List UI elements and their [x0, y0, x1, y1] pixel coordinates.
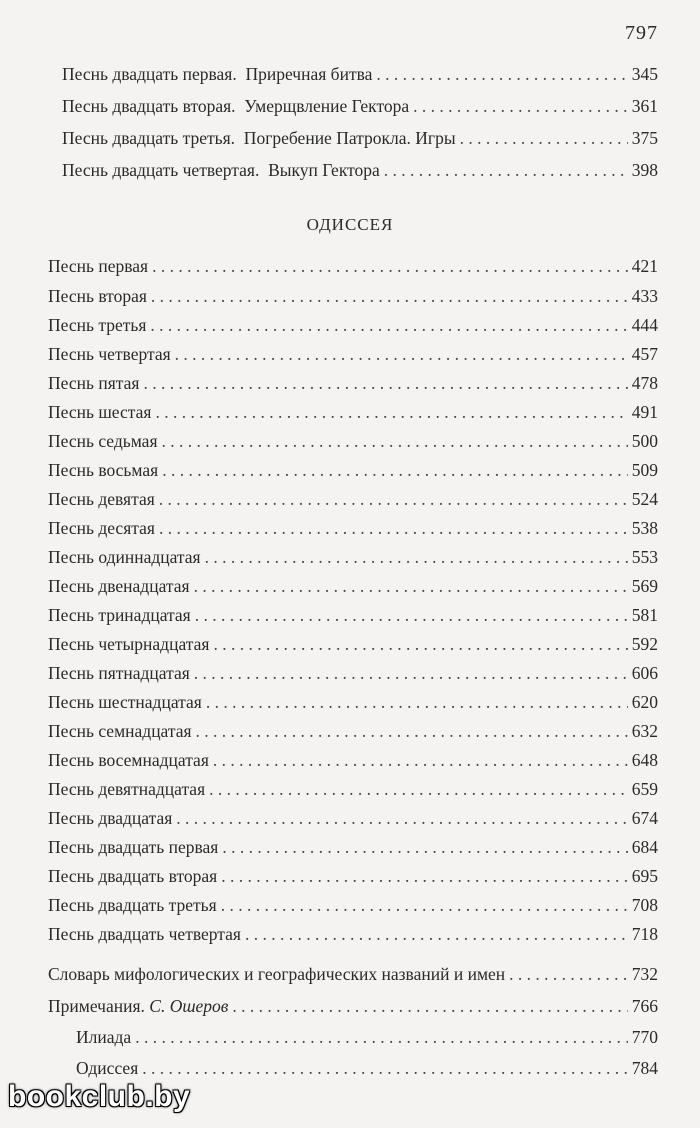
toc-entry-page: 553 [631, 547, 658, 567]
toc-entry-dictionary [48, 964, 658, 988]
toc-entry-title: Песнь двадцать четвертая [48, 924, 241, 944]
toc-entry-odyssey-3 [48, 315, 658, 339]
toc-entry-title: Песнь одиннадцатая [48, 547, 201, 567]
toc-entry-odyssey-13 [48, 605, 658, 629]
toc-entry-title: Песнь восьмая [48, 460, 159, 480]
toc-entry-page: 433 [631, 286, 658, 306]
toc-entry-title: Песнь девятая [48, 489, 155, 509]
dot-leader [135, 1027, 628, 1048]
dot-leader [460, 128, 628, 149]
dot-leader [162, 460, 628, 481]
dot-leader [152, 256, 628, 277]
dot-leader [222, 837, 627, 858]
toc-entry-title: Песнь четырнадцатая [48, 634, 210, 654]
toc-entry-page: 457 [631, 344, 658, 364]
toc-entry-iliad-22 [62, 96, 658, 120]
toc-entry-page: 784 [631, 1058, 658, 1078]
toc-entry-page: 708 [631, 895, 658, 915]
page-number: 797 [625, 22, 658, 44]
toc-entry-page: 684 [631, 837, 658, 857]
dot-leader [162, 431, 628, 452]
toc-entry-title: Песнь двадцать вторая. Умерщвление Гектора [62, 96, 410, 116]
toc-entry-title: Песнь восемнадцатая [48, 750, 209, 770]
toc-entry-page: 509 [631, 460, 658, 480]
toc-entry-title: Песнь седьмая [48, 431, 158, 451]
dot-leader [150, 315, 627, 336]
toc-entry-page: 421 [631, 256, 658, 276]
toc-entry-title: Песнь двадцать вторая [48, 866, 218, 886]
toc-entry-title: Песнь тринадцатая [48, 605, 191, 625]
toc-entry-odyssey-16 [48, 692, 658, 716]
toc-entry-page: 606 [631, 663, 658, 683]
dot-leader [175, 344, 628, 365]
toc-entry-title: Песнь двадцать третья [48, 895, 217, 915]
toc-entry-title: Песнь пятнадцатая [48, 663, 190, 683]
toc-entry-iliad-23 [62, 128, 658, 152]
toc-entry-notes-iliad [76, 1027, 658, 1051]
toc-entry-odyssey-17 [48, 721, 658, 745]
dot-leader [213, 750, 628, 771]
toc-entry-odyssey-7 [48, 431, 658, 455]
toc-entry-title: Песнь первая [48, 256, 149, 276]
notes-title: Примечания. [48, 996, 150, 1016]
toc-entry-notes-odyssey [76, 1058, 658, 1082]
toc-entry-page: 524 [631, 489, 658, 509]
toc-entry-odyssey-1 [48, 256, 658, 280]
dot-leader [151, 286, 628, 307]
toc-entry-page: 478 [631, 373, 658, 393]
toc-entry-odyssey-23 [48, 895, 658, 919]
toc-entry-title: Песнь пятая [48, 373, 140, 393]
toc-entry-odyssey-21 [48, 837, 658, 861]
toc-entry-page: 695 [631, 866, 658, 886]
dot-leader [245, 924, 628, 945]
toc-entry-title: Песнь десятая [48, 518, 155, 538]
toc-entry-odyssey-20 [48, 808, 658, 832]
toc-entry-odyssey-18 [48, 750, 658, 774]
toc-entry-page: 592 [631, 634, 658, 654]
toc-entry-title: Одиссея [76, 1058, 139, 1078]
dot-leader [209, 779, 628, 800]
toc-entry-title: Песнь двенадцатая [48, 576, 190, 596]
toc-entry-odyssey-9 [48, 489, 658, 513]
watermark-logo: bookclub.by [8, 1080, 191, 1113]
dot-leader [206, 692, 628, 713]
toc-entry-title: Песнь шестнадцатая [48, 692, 202, 712]
toc-entry-page: 732 [631, 964, 658, 984]
dot-leader [159, 489, 628, 510]
toc-entry-title: Песнь двадцать первая [48, 837, 219, 857]
toc-entry-title: Илиада [76, 1027, 132, 1047]
dot-leader [143, 373, 627, 394]
toc-entry-page: 444 [631, 315, 658, 335]
toc-entry-title: Песнь вторая [48, 286, 147, 306]
toc-entry-title: Словарь мифологических и географических названий и имен [48, 964, 506, 984]
toc-entry-page: 398 [631, 160, 658, 180]
toc-entry-odyssey-6 [48, 402, 658, 426]
toc-entry-odyssey-15 [48, 663, 658, 687]
dot-leader [413, 96, 628, 117]
toc-entry-page: 659 [631, 779, 658, 799]
toc-entry-notes [48, 996, 658, 1020]
dot-leader [176, 808, 627, 829]
toc-entry-odyssey-24 [48, 924, 658, 948]
toc-entry-title [48, 996, 228, 1017]
toc-entry-page: 491 [631, 402, 658, 422]
toc-entry-page: 581 [631, 605, 658, 625]
toc-entry-odyssey-12 [48, 576, 658, 600]
toc-entry-title: Песнь девятнадцатая [48, 779, 206, 799]
toc-entry-iliad-24 [62, 160, 658, 184]
dot-leader [205, 547, 628, 568]
dot-leader [194, 576, 628, 597]
toc-entry-page: 345 [631, 64, 658, 84]
toc-entry-odyssey-19 [48, 779, 658, 803]
toc-entry-page: 500 [631, 431, 658, 451]
dot-leader [232, 996, 627, 1017]
toc-entry-title: Песнь семнадцатая [48, 721, 192, 741]
dot-leader [376, 64, 627, 85]
toc-entry-title: Песнь двадцать четвертая. Выкуп Гектора [62, 160, 380, 180]
toc-entry-odyssey-2 [48, 286, 658, 310]
toc-entry-iliad-21 [62, 64, 658, 88]
dot-leader [159, 518, 628, 539]
dot-leader [221, 895, 628, 916]
section-heading-odyssey: ОДИССЕЯ [306, 215, 394, 234]
toc-entry-odyssey-11 [48, 547, 658, 571]
toc-entry-page: 538 [631, 518, 658, 538]
toc-entry-odyssey-22 [48, 866, 658, 890]
dot-leader [155, 402, 627, 423]
dot-leader [195, 605, 628, 626]
toc-entry-title: Песнь двадцатая [48, 808, 173, 828]
toc-entry-page: 770 [631, 1027, 658, 1047]
toc-entry-odyssey-5 [48, 373, 658, 397]
dot-leader [509, 964, 628, 985]
toc-entry-title: Песнь третья [48, 315, 147, 335]
toc-entry-title: Песнь двадцать первая. Приречная битва [62, 64, 373, 84]
toc-entry-page: 648 [631, 750, 658, 770]
toc-entry-odyssey-14 [48, 634, 658, 658]
toc-entry-title: Песнь шестая [48, 402, 152, 422]
toc-entry-page: 375 [631, 128, 658, 148]
toc-entry-page: 674 [631, 808, 658, 828]
notes-author: С. Ошеров [149, 996, 229, 1016]
dot-leader [384, 160, 628, 181]
toc-entry-page: 569 [631, 576, 658, 596]
toc-entry-title: Песнь четвертая [48, 344, 171, 364]
toc-entry-odyssey-4 [48, 344, 658, 368]
toc-entry-title: Песнь двадцать третья. Погребение Патрокла. Игры [62, 128, 456, 148]
toc-entry-page: 718 [631, 924, 658, 944]
toc-entry-page: 361 [631, 96, 658, 116]
toc-entry-odyssey-10 [48, 518, 658, 542]
dot-leader [221, 866, 628, 887]
toc-entry-page: 620 [631, 692, 658, 712]
dot-leader [196, 721, 628, 742]
dot-leader [194, 663, 628, 684]
toc-entry-page: 766 [631, 996, 658, 1016]
toc-entry-odyssey-8 [48, 460, 658, 484]
dot-leader [213, 634, 627, 655]
toc-entry-page: 632 [631, 721, 658, 741]
dot-leader [142, 1058, 628, 1079]
